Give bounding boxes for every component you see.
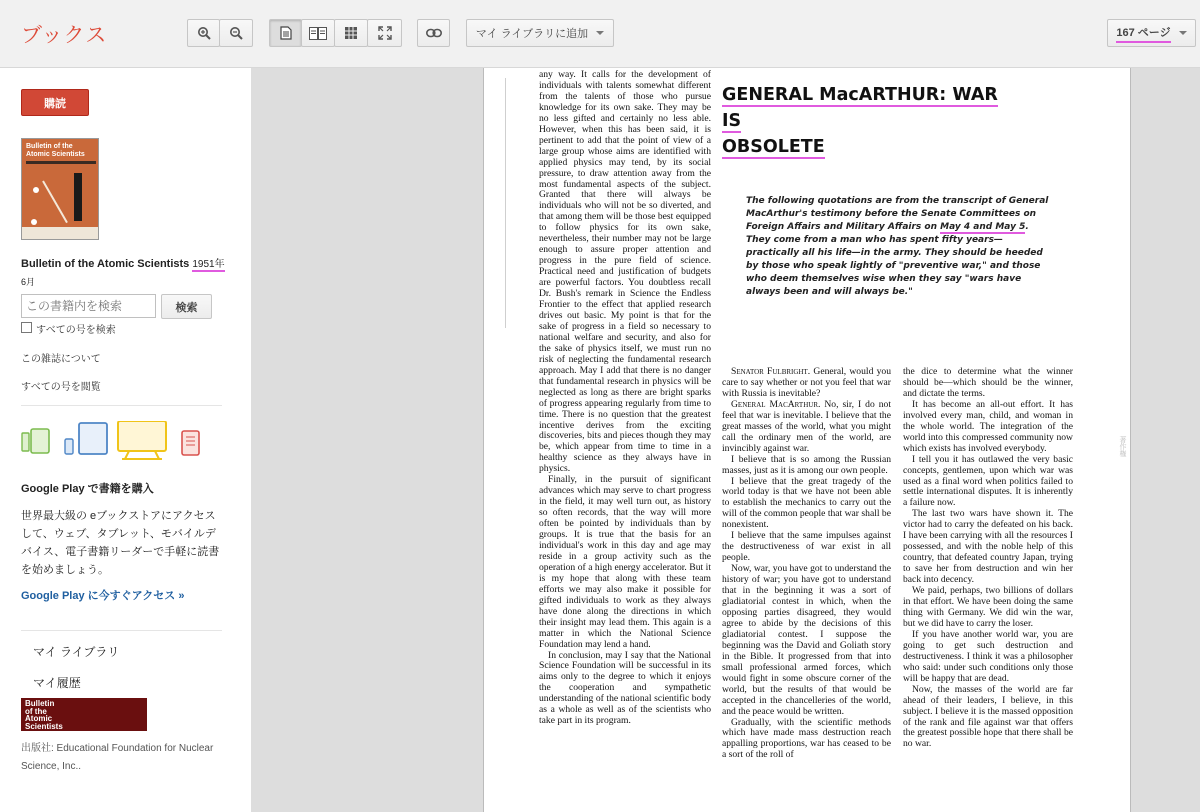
- top-toolbar: [0, 0, 1200, 68]
- paragraph: Senator Fulbright. General, would you care to say whether or not you feel that war with Russia is inevitable?: [722, 366, 891, 399]
- search-in-book-input[interactable]: [21, 294, 156, 318]
- search-all-issues-checkbox[interactable]: [21, 322, 32, 333]
- my-history-link[interactable]: マイ履歴: [33, 676, 81, 690]
- add-to-my-library-button[interactable]: [466, 19, 614, 47]
- cover-graphic-dot: [31, 219, 37, 225]
- cover-graphic-stripe: [42, 181, 68, 224]
- paragraph: It has become an all-out effort. It has involved every man, child, and woman in the whole world. The integration of the world into this compressed community now which exists has involved everybody.: [903, 398, 1073, 454]
- add-to-library-label: マイ ライブラリに追加: [475, 28, 589, 40]
- zoom-out-button[interactable]: [219, 19, 253, 47]
- paragraph: I believe that the same impulses against the destructiveness of war exist in all people.: [722, 530, 891, 564]
- article-column-right: [903, 367, 1073, 750]
- paragraph: We paid, perhaps, two billions of dollars in that effort. We have been doing the same thing with Germany. We did win the war, but we did have to carry the loser.: [903, 585, 1073, 629]
- fullscreen-icon: [378, 26, 392, 40]
- publication-title: [21, 255, 225, 270]
- book-viewer[interactable]: [251, 68, 1200, 812]
- highlighted-dates: May 4 and May 5: [940, 222, 1026, 232]
- publication-year: 1951年: [192, 259, 225, 270]
- cover-title-line: Atomic Scientists: [26, 151, 85, 158]
- dropdown-caret-icon: [596, 31, 604, 35]
- divider: [21, 405, 222, 406]
- cover-title-line: Bulletin of the: [26, 143, 73, 150]
- publisher-info: 出版社: Educational Foundation for Nuclear Science, Inc..: [21, 743, 214, 772]
- my-library-link[interactable]: マイ ライブラリ: [33, 645, 120, 659]
- about-magazine-link[interactable]: この雑誌について: [21, 354, 101, 365]
- page-column-rule: [505, 78, 506, 328]
- cover-graphic-dot: [33, 187, 39, 193]
- article-column-middle: [722, 367, 891, 761]
- paragraph: any way. It calls for the development of individuals with talents somewhat different from the talents of those who pursue knowledge for its own sake. They may be no less gifted and certainly no less able. However, when this has been said, it is pertinent to add that the point of view of a large group whose aims are identified with applied physics may tend, by its social pressure, to draw attention away from the most fundamental aspects of the subject. Granted that there will always be individuals who will not be so diverted, and that among them will be those best equipped to follow physics for its own sake, nevertheless, their number may not be large enough to assure proper attention and progress in the pure field of science. Practical need and justification of budgets are powerful factors. You doubtless recall Dr. Bush's remark in Science the Endless Frontier to the effect that applied research drives out basic. My point is that for the sake of progress in a field so necessary to national welfare and security, and also for the sake of physics itself, we must run no risk of neglecting the fundamental research approach. May I add that there is no danger that fundamental research in physics will be neglected as long as there are bright sparks of progress appearing regularly from time to time. There is no question that the greatest incentive derives from the exciting discoveries, bits and pieces though they may be, which appear from time to time in a healthy science as they always have in physics.: [539, 69, 711, 475]
- dropdown-caret-icon: [1179, 31, 1187, 35]
- divider: [21, 630, 222, 631]
- paragraph: Finally, in the pursuit of significant advances which may serve to chart progress in the field, it may well turn out, as history so often records, that the way will more often be pointed by individuals than by groups. It is true that the basis for an individual's work in this day and age may reside in a group activity such as the operation of a high energy accelerator. But it is my hope that along with these team efforts we may also make it possible for gifted individuals to work as they always have done along the directions in which their insight may lead them. This again is a matter in which the National Science Foundation may lend a hand.: [539, 474, 711, 650]
- books-brand-logo[interactable]: ブックス: [21, 24, 108, 47]
- link-icon: [426, 28, 442, 38]
- paragraph: I tell you it has outlawed the very basic concepts, gentlemen, upon which war was used as a final word when politics failed to settle international disputes. It is inherently a failure now.: [903, 453, 1073, 509]
- subscribe-button[interactable]: 購読: [21, 89, 89, 116]
- page-indicator-label: 167 ページ: [1116, 24, 1170, 43]
- search-button[interactable]: 検索: [161, 294, 212, 319]
- google-play-link[interactable]: Google Play に今すぐアクセス »: [21, 590, 185, 602]
- cover-subtitle-strip: [26, 161, 96, 164]
- zoom-out-icon: [229, 26, 243, 40]
- paragraph: General MacArthur. No, sir, I do not feel that war is inevitable. I believe that the great masses of the world, what you might call the ordinary men of the world, are invincibly against war.: [722, 398, 891, 454]
- thumbnail-grid-icon: [345, 27, 357, 39]
- google-play-description: 世界最大級の eブックストアにアクセスして、ウェブ、タブレット、モバイルデバイス、電子書籍リーダーで手軽に読書を始めましょう。: [21, 510, 220, 576]
- paragraph: In conclusion, may I say that the National Science Foundation will be successful in its aims only to the degree to which it enjoys the cooperation and sympathetic understanding of the national scientific body as a whole as well as of the scientists who take part in its program.: [539, 649, 711, 727]
- publisher-logo[interactable]: Bulletin of the Atomic Scientists: [21, 698, 147, 731]
- sidebar: [0, 68, 243, 812]
- google-play-devices-illustration: [21, 421, 206, 463]
- link-button[interactable]: [417, 19, 450, 47]
- zoom-in-button[interactable]: [187, 19, 220, 47]
- article-column-left: [539, 70, 711, 727]
- cover-footer-strip: [22, 227, 99, 239]
- publication-month: 6月: [21, 277, 36, 287]
- two-page-view-button[interactable]: [301, 19, 335, 47]
- paragraph: The last two wars have shown it. The victor had to carry the defeated on his back. I have been carrying with all the resources I possessed, and with the noble help of this country, that defeated country Japan, trying to save her from destruction and win her back into decency.: [903, 508, 1073, 586]
- paragraph: Now, the masses of the world are far ahead of their leaders, I believe, in this subject. I believe it is the massed opposition of the rank and file against war that offers the greatest possible hope that there shall be no war.: [903, 683, 1073, 750]
- thumbnail-view-button[interactable]: [334, 19, 368, 47]
- paragraph: the dice to determine what the winner should be—which should be the winner, and dictate the terms.: [903, 366, 1073, 399]
- paragraph: If you have another world war, you are going to get such destruction and destructiveness. I think it was a philosopher who said: under such conditions only those will be happy that are dead.: [903, 628, 1073, 684]
- article-headline: [722, 82, 1012, 160]
- search-all-issues-label[interactable]: すべての号を検索: [36, 325, 116, 336]
- single-page-icon: [280, 26, 292, 40]
- cover-graphic-bar: [74, 173, 82, 221]
- publication-title-text: Bulletin of the Atomic Scientists: [21, 258, 190, 270]
- paragraph: I believe that the great tragedy of the world today is that we have not been able to establish the mechanics to carry out the will of the common people that war shall be nonexistent.: [722, 475, 891, 531]
- zoom-in-icon: [197, 26, 211, 40]
- book-page[interactable]: [483, 68, 1131, 812]
- paragraph: Gradually, with the scientific methods which have made mass destruction reach appalling proportions, war has ceased to be a sort of the roll of: [722, 716, 891, 761]
- page-selector-dropdown[interactable]: [1107, 19, 1196, 47]
- headline-line: OBSOLETE: [722, 137, 825, 157]
- headline-line: GENERAL MacARTHUR: WAR IS: [722, 85, 998, 131]
- single-page-view-button[interactable]: [269, 19, 302, 47]
- paragraph: Now, war, you have got to understand the history of war; you have got to understand that in the beginning it was a sort of gladiatorial contest in which, when the opposing parties disagreed, they would agree to abide by the decisions of this gladiatorial contest. I suppose the beginning was the David and Goliath story in the Bible. It progressed from that into small professional armed forces, which would fight in some obscure corner of the world, but the results of that would be accepted in the chancelleries of the world, and the peace would be written.: [722, 563, 891, 717]
- google-play-title: Google Play で書籍を購入: [21, 483, 154, 495]
- two-page-icon: [309, 27, 327, 40]
- article-introduction: The following quotations are from the transcript of General MacArthur's testimony before the Senate Committees on Foreign Affairs and Military Affairs on May 4 and May 5. They come from a man who has spent fifty years—practically all his life—in the army. They should be heeded by those who speak lightly of "preventive war," and those who deem themselves wise when they say "wars have always been and will always be.": [746, 196, 1049, 297]
- paragraph: I believe that is so among the Russian masses, just as it is among our own people.: [722, 453, 891, 476]
- magazine-cover-thumbnail[interactable]: [21, 138, 99, 240]
- fullscreen-button[interactable]: [367, 19, 402, 47]
- copyright-side-mark: 著作権: [1119, 436, 1126, 457]
- browse-all-issues-link[interactable]: すべての号を閲覧: [21, 382, 101, 393]
